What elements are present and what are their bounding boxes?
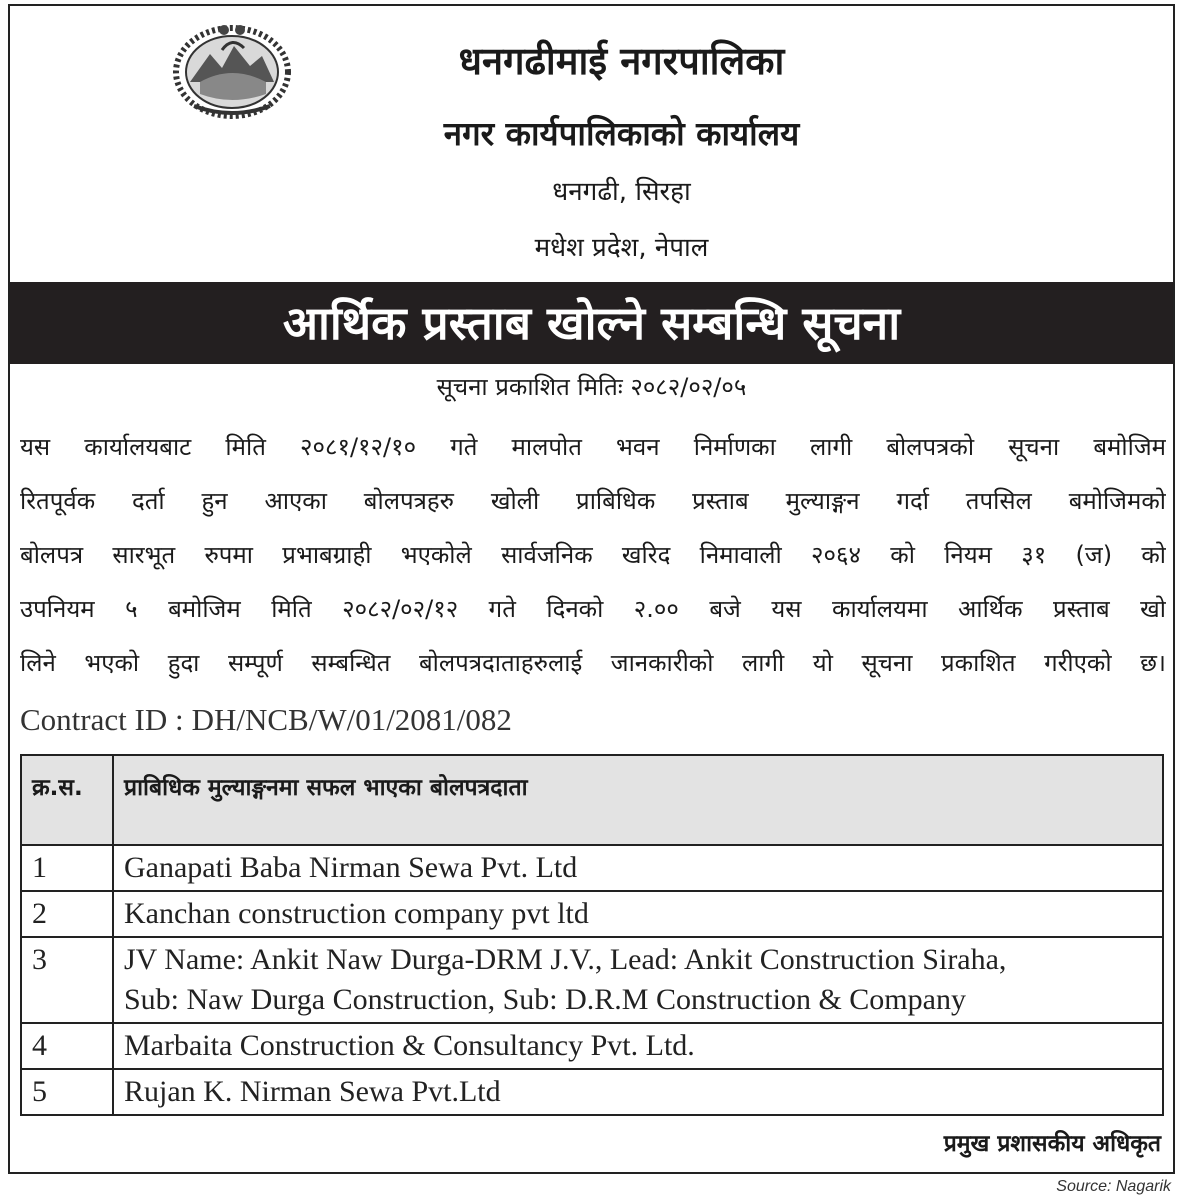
column-header-sn: क्र.स. xyxy=(21,755,113,845)
notice-header xyxy=(10,6,1173,284)
body-line: रितपूर्वक दर्ता हुन आएका बोलपत्रहरु खोली प्राबिधिक प्रस्ताब मुल्याङ्गन गर्दा तपसिल बमोजिमको xyxy=(20,487,1166,515)
address-line-1: धनगढी, सिरहा xyxy=(552,177,691,207)
bidder-line: Ganapati Baba Nirman Sewa Pvt. Ltd xyxy=(124,851,578,884)
table-row xyxy=(21,1023,1163,1069)
row-sn: 2 xyxy=(21,891,113,937)
table-row xyxy=(21,937,1163,1023)
table-row xyxy=(21,891,1163,937)
contract-id-label: Contract ID : xyxy=(20,702,184,737)
office-name: नगर कार्यपालिकाको कार्यालय xyxy=(443,114,800,153)
table-row xyxy=(21,1069,1163,1115)
published-date: सूचना प्रकाशित मितिः २०८२/०२/०५ xyxy=(436,373,747,401)
bidder-line: Rujan K. Nirman Sewa Pvt.Ltd xyxy=(124,1075,501,1108)
notice-frame xyxy=(8,4,1175,1174)
notice-body xyxy=(20,420,1166,690)
body-line: बोलपत्र सारभूत रुपमा प्रभाबग्राही भएकोले सार्वजनिक खरिद निमावाली २०६४ को नियम ३१ (ज) को xyxy=(20,541,1166,569)
row-sn: 5 xyxy=(21,1069,113,1115)
municipality-name: धनगढीमाई नगरपालिका xyxy=(458,39,785,83)
table-header-row xyxy=(21,755,1163,845)
column-header-bidder: प्राबिधिक मुल्याङ्गनमा सफल भाएका बोलपत्रदाता xyxy=(113,755,1163,845)
contract-id-value: DH/NCB/W/01/2081/082 xyxy=(191,702,512,737)
table-row xyxy=(21,845,1163,891)
body-line: लिने भएको हुदा सम्पूर्ण सम्बन्धित बोलपत्रदाताहरुलाई जानकारीको लागी यो सूचना प्रकाशित गरीएको छ। xyxy=(20,649,1166,677)
row-bidder xyxy=(113,891,1163,937)
body-line: यस कार्यालयबाट मिति २०८१/१२/१० गते मालपोत भवन निर्माणका लागी बोलपत्रको सूचना बमोजिम xyxy=(20,433,1166,461)
row-sn: 3 xyxy=(21,937,113,1023)
row-bidder xyxy=(113,845,1163,891)
row-bidder xyxy=(113,937,1163,1023)
source-credit: Source: Nagarik xyxy=(1056,1178,1171,1195)
row-sn: 1 xyxy=(21,845,113,891)
bidder-line: Kanchan construction company pvt ltd xyxy=(124,897,589,930)
contract-id-line xyxy=(20,702,512,738)
signatory-title: प्रमुख प्रशासकीय अधिकृत xyxy=(943,1131,1161,1157)
row-sn: 4 xyxy=(21,1023,113,1069)
row-bidder xyxy=(113,1069,1163,1115)
bidder-line: Sub: Naw Durga Construction, Sub: D.R.M Construction & Company xyxy=(124,983,966,1016)
bidder-line: Marbaita Construction & Consultancy Pvt. Ltd. xyxy=(124,1029,695,1062)
address-line-2: मधेश प्रदेश, नेपाल xyxy=(534,233,709,263)
bidder-line: JV Name: Ankit Naw Durga-DRM J.V., Lead: Ankit Construction Siraha, xyxy=(124,943,1007,976)
row-bidder xyxy=(113,1023,1163,1069)
notice-title: आर्थिक प्रस्ताब खोल्ने सम्बन्धि सूचना xyxy=(10,282,1173,364)
body-line: उपनियम ५ बमोजिम मिति २०८२/०२/१२ गते दिनको २.०० बजे यस कार्यालयमा आर्थिक प्रस्ताब खो xyxy=(20,595,1166,623)
bidders-table xyxy=(20,754,1164,1116)
